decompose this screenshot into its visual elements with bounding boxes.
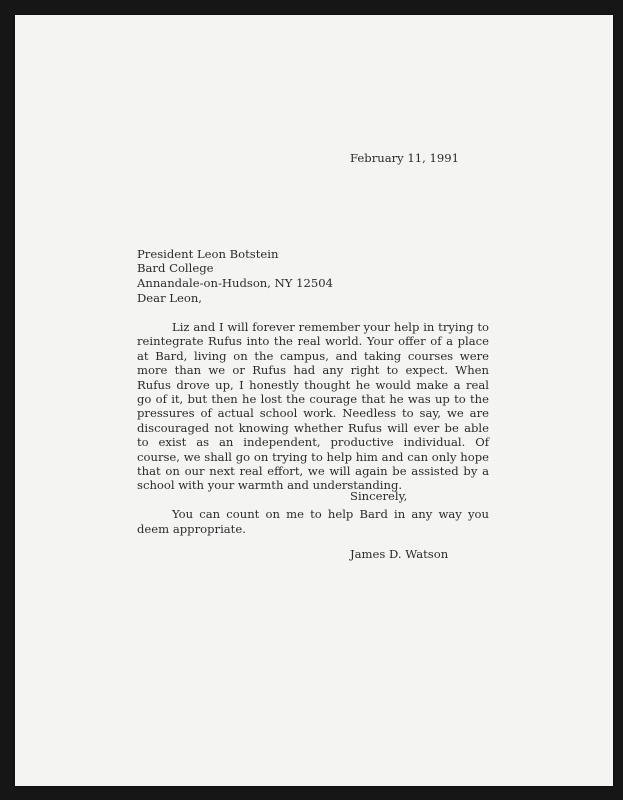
body-paragraph-1: Liz and I will forever remember your help in trying to reintegrate Rufus into the real world. Your offer of a place at Bard, living on the campus, and taking courses were more than we or Rufus had any right to expect. When Rufus drove up, I honestly thought he would make a real go of it, but then he lost the courage that he was up to the pressures of actual school work. Needless to say, we are discouraged not knowing whether Rufus will ever be able to exist as an independent, productive individual. Of course, we shall go on trying to help him and can only hope that on our next real effort, we will again be assisted by a school with your warmth and understanding. <box>137 320 489 493</box>
letter-date: February 11, 1991 <box>350 151 460 165</box>
salutation: Dear Leon, <box>137 291 202 305</box>
recipient-name: President Leon Botstein <box>137 247 279 261</box>
body-paragraph-2: You can count on me to help Bard in any way you deem appropriate. <box>137 507 489 536</box>
letter-body <box>137 320 489 551</box>
letter-page <box>15 15 613 786</box>
signature-name: James D. Watson <box>350 547 449 561</box>
recipient-institution: Bard College <box>137 261 214 276</box>
recipient-city-line: Annandale-on-Hudson, NY 12504 <box>137 275 334 290</box>
recipient-address <box>137 247 333 290</box>
closing: Sincerely, <box>350 489 408 503</box>
